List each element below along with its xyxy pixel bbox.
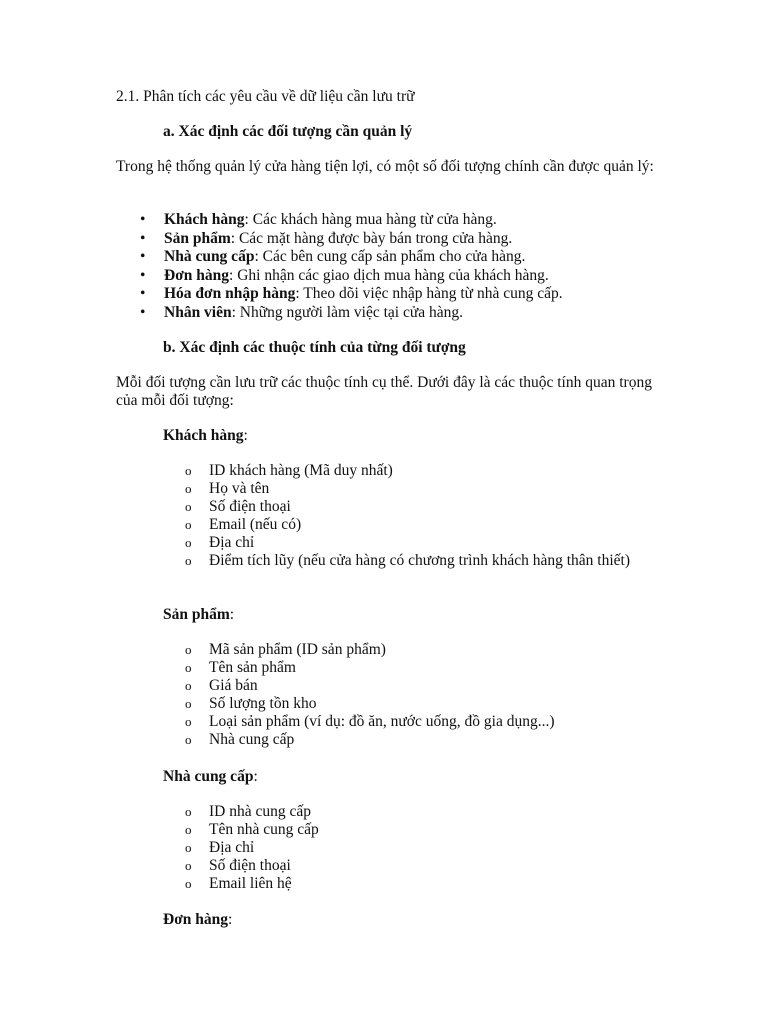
bullet-icon: • — [140, 266, 146, 284]
list-item — [185, 498, 639, 516]
circle-bullet-icon: o — [185, 535, 192, 550]
attribute-text: Số điện thoại — [209, 857, 291, 874]
list-item — [185, 875, 639, 893]
list-item — [185, 480, 639, 498]
list-item — [140, 248, 563, 267]
list-item — [185, 695, 639, 713]
circle-bullet-icon: o — [185, 499, 192, 514]
item-term: Nhà cung cấp — [164, 248, 255, 265]
list-item — [140, 285, 563, 304]
attribute-text: Số lượng tồn kho — [209, 695, 317, 712]
circle-bullet-icon: o — [185, 553, 192, 568]
circle-bullet-icon: o — [185, 804, 192, 819]
bullet-icon: • — [140, 248, 146, 265]
list-item — [185, 641, 639, 659]
item-desc: : Những người làm việc tại cửa hàng. — [231, 303, 464, 321]
list-item — [185, 516, 639, 534]
circle-bullet-icon: o — [185, 678, 192, 693]
circle-bullet-icon: o — [185, 732, 192, 747]
subheading-b: b. Xác định các thuộc tính của từng đối tượng — [163, 339, 466, 356]
list-item — [185, 839, 639, 857]
list-item — [140, 267, 563, 286]
item-term: Hóa đơn nhập hàng — [164, 285, 296, 302]
object-suffix: : — [253, 768, 258, 785]
list-item — [185, 534, 639, 552]
object-name: Sản phẩm — [163, 606, 230, 623]
circle-bullet-icon: o — [185, 714, 192, 729]
item-desc: : Các bên cung cấp sản phẩm cho cửa hàng. — [254, 248, 526, 265]
attribute-text: ID khách hàng (Mã duy nhất) — [209, 462, 393, 479]
attribute-text: Địa chỉ — [209, 839, 255, 856]
attribute-text: Tên nhà cung cấp — [209, 821, 319, 838]
object-title-san-pham — [163, 606, 234, 624]
item-desc: : Ghi nhận các giao dịch mua hàng của khách hàng. — [229, 266, 549, 284]
object-suffix: : — [243, 427, 248, 444]
object-suffix: : — [229, 606, 235, 623]
bullet-icon: • — [140, 303, 146, 321]
attribute-text: Điểm tích lũy (nếu cửa hàng có chương trình khách hàng thân thiết) — [209, 552, 630, 569]
list-item — [185, 677, 639, 695]
attribute-list-san-pham — [185, 641, 639, 749]
bullet-icon: • — [140, 285, 146, 302]
attribute-text: Tên sản phẩm — [209, 659, 296, 676]
list-item — [185, 659, 639, 677]
attribute-text: Số điện thoại — [209, 498, 291, 515]
section-title: 2.1. Phân tích các yêu cầu về dữ liệu cần lưu trữ — [116, 88, 415, 105]
object-suffix: : — [228, 911, 233, 928]
object-title-khach-hang — [163, 427, 248, 445]
attribute-text: Giá bán — [209, 677, 258, 694]
circle-bullet-icon: o — [185, 642, 192, 657]
subheading-a: a. Xác định các đối tượng cần quản lý — [163, 123, 413, 140]
list-item — [140, 230, 563, 249]
list-item — [185, 552, 639, 570]
list-item — [185, 857, 639, 875]
circle-bullet-icon: o — [185, 858, 192, 873]
item-desc: : Các khách hàng mua hàng từ cửa hàng. — [244, 211, 497, 228]
object-title-don-hang — [163, 911, 232, 929]
object-list — [140, 211, 563, 322]
list-item — [140, 304, 563, 323]
bullet-icon: • — [140, 229, 146, 247]
list-item — [140, 211, 563, 230]
bullet-icon: • — [140, 211, 146, 228]
object-name: Khách hàng — [163, 427, 244, 444]
circle-bullet-icon: o — [185, 517, 192, 532]
circle-bullet-icon: o — [185, 696, 192, 711]
intro-paragraph-a: Trong hệ thống quản lý cửa hàng tiện lợi, có một số đối tượng chính cần được quản lý: — [116, 158, 654, 175]
list-item — [185, 821, 639, 839]
attribute-text: Địa chỉ — [209, 534, 255, 551]
object-title-nha-cung-cap — [163, 768, 258, 786]
circle-bullet-icon: o — [185, 876, 192, 891]
attribute-text: ID nhà cung cấp — [209, 803, 311, 820]
item-desc: : Theo dõi việc nhập hàng từ nhà cung cấp. — [295, 285, 563, 302]
circle-bullet-icon: o — [185, 481, 192, 496]
attribute-text: Nhà cung cấp — [209, 731, 295, 748]
circle-bullet-icon: o — [185, 463, 192, 478]
list-item — [185, 462, 639, 480]
item-term: Sản phẩm — [164, 229, 231, 247]
attribute-list-nha-cung-cap — [185, 803, 639, 893]
circle-bullet-icon: o — [185, 660, 192, 675]
attribute-text: Email liên hệ — [209, 875, 292, 892]
object-name: Đơn hàng — [163, 911, 229, 928]
object-name: Nhà cung cấp — [163, 768, 254, 785]
item-term: Khách hàng — [164, 211, 245, 228]
item-term: Nhân viên — [164, 303, 232, 321]
item-term: Đơn hàng — [164, 266, 230, 284]
attribute-text: Mã sản phẩm (ID sản phẩm) — [209, 641, 386, 658]
attribute-text: Email (nếu có) — [209, 516, 302, 533]
attribute-text: Họ và tên — [209, 480, 270, 497]
list-item — [185, 731, 639, 749]
circle-bullet-icon: o — [185, 840, 192, 855]
attribute-text: Loại sản phẩm (ví dụ: đồ ăn, nước uống, đồ gia dụng...) — [209, 713, 555, 730]
attribute-list-khach-hang — [185, 462, 639, 570]
intro-paragraph-b: Mỗi đối tượng cần lưu trữ các thuộc tính cụ thể. Dưới đây là các thuộc tính quan trọng của mỗi đối tượng: — [116, 374, 652, 409]
list-item — [185, 713, 639, 731]
circle-bullet-icon: o — [185, 822, 192, 837]
list-item — [185, 803, 639, 821]
item-desc: : Các mặt hàng được bày bán trong cửa hàng. — [230, 229, 513, 247]
